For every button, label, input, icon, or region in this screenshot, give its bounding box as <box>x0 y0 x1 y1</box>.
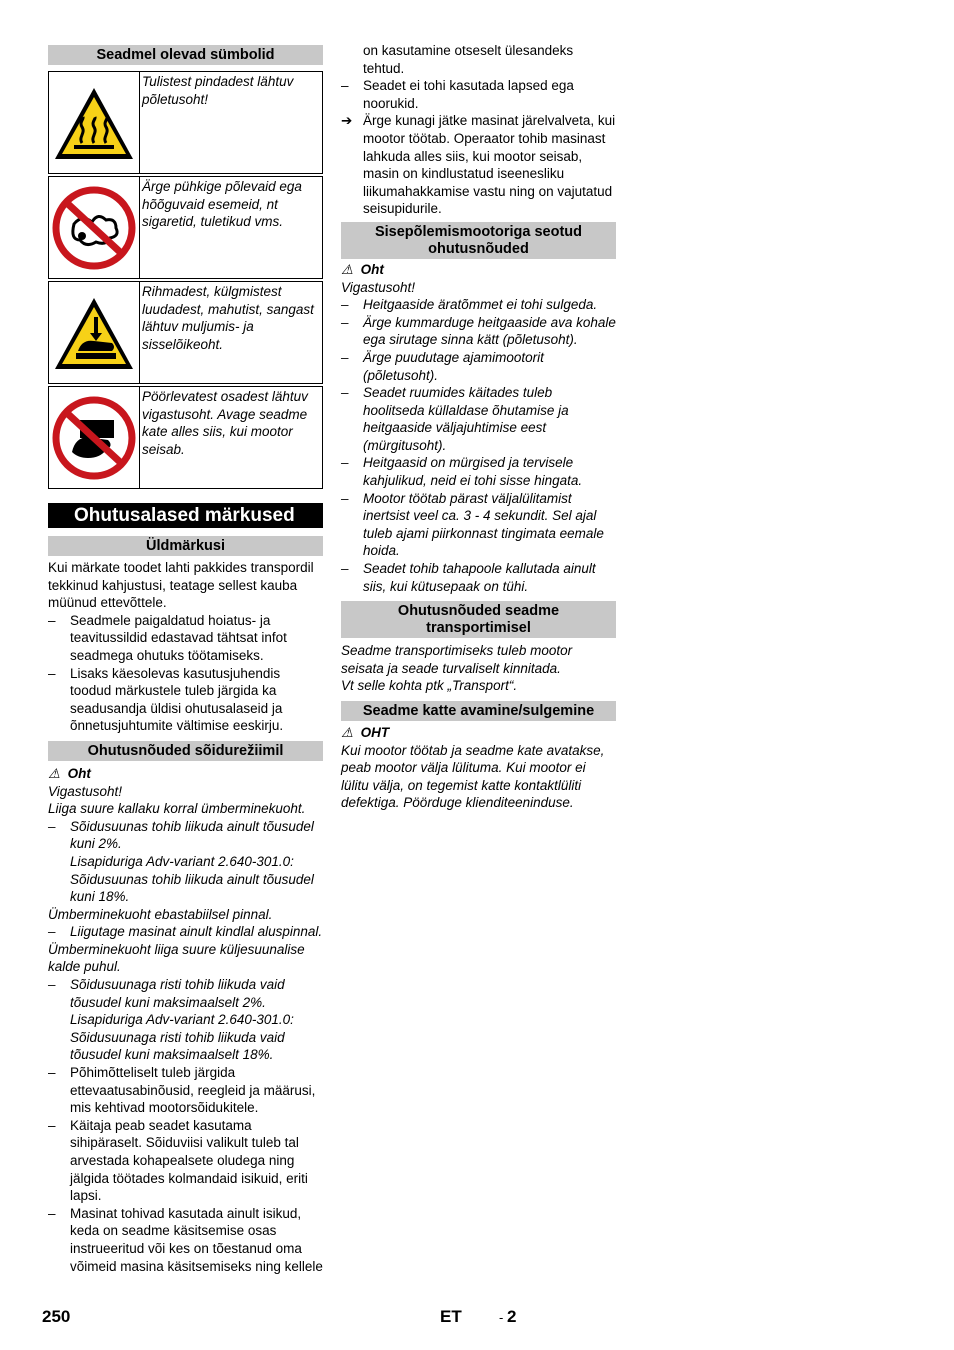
danger-label: ⚠ Oht <box>48 765 91 781</box>
list-item: – Ärge kummarduge heitgaaside ava kohale ega sirutage sinna kätt (põletusoht). <box>341 314 616 348</box>
crush-hazard-warning-icon <box>49 282 140 383</box>
symbol-text: Ärge pühkige põlevaid ega hõõguvaid esemeid, nt sigaretid, tuletikud vms. <box>142 179 302 230</box>
general-paragraph: Kui märkate toodet lahti pakkides transpordil tekkinud kahjustusi, teatage sellest kauba müünud ettevõttele. <box>48 560 314 611</box>
transport-reference: Vt selle kohta ptk „Transport“. <box>341 678 518 694</box>
list-item-extra: Lisapiduriga Adv-variant 2.640-301.0: Sõidusuunas tohib liikuda ainult tõusudel kuni 18%. <box>70 853 314 905</box>
language-code: ET <box>440 1307 462 1326</box>
transport-paragraph: Seadme transportimiseks tuleb mootor seisata ja seade turvaliselt kinnitada. <box>341 643 573 676</box>
symbol-text: Tulistest pindadest lähtuv põletusoht! <box>142 74 294 107</box>
symbol-row <box>48 386 323 489</box>
symbol-row <box>48 176 323 279</box>
right-column <box>341 42 616 812</box>
danger-label: ⚠ OHT <box>341 725 390 740</box>
hot-surface-warning-icon <box>49 72 140 173</box>
danger-subtitle: Vigastusoht! <box>48 783 123 799</box>
list-item: – Masinat tohivad kasutada ainult isikud, keda on seadme käsitsemise osas instrueeritud või kes on tõestanud oma võimeid masina käsitsemiseks ning kellele <box>48 1205 323 1274</box>
section-number: 2 <box>507 1307 517 1326</box>
danger-label: ⚠ Oht <box>341 261 384 277</box>
no-cleaning-burning-objects-icon <box>49 177 140 278</box>
list-item: – Seadmele paigaldatud hoiatus- ja teavitussildid edastavad tähtsat infot seadmega ohutuks töötamiseks. <box>48 612 287 663</box>
cover-heading: Seadme katte avamine/sulgemine <box>341 701 616 721</box>
list-item: – Lisaks käesolevas kasutusjuhendis toodud märkustele tuleb järgida ka seadusandja üldisi ohutusalaseid ja õnnetusjuhtumite vältimise eeskirju. <box>48 665 284 734</box>
list-item: – Sõidusuunaga risti tohib liikuda vaid tõusudel kuni maksimaalselt 2%. <box>48 977 285 1010</box>
list-item: – Seadet tohib tahapoole kallutada ainult siis, kui kütusepaak on tühi. <box>341 561 596 594</box>
cover-paragraph: Kui mootor töötab ja seadme kate avatakse, peab mootor välja lülituma. Kui mootor ei lülitu välja, on tegemist katte kontaktlüliti defektiga. Pöörduge klienditeeninduse. <box>341 742 605 811</box>
safety-title: Ohutusalased märkused <box>48 503 323 528</box>
list-item: – Seadet ruumides käitades tuleb hoolitseda küllaldase õhutamise ja heitgaaside väljajuhtimise eest (mürgitusoht). <box>341 385 569 453</box>
transport-heading: Ohutusnõuded seadme transportimisel <box>341 601 616 638</box>
warning-icon: ⚠ <box>341 725 354 740</box>
symbols-heading: Seadmel olevad sümbolid <box>48 45 323 65</box>
arrow-icon: ➔ <box>341 113 353 129</box>
list-item: – Sõidusuunas tohib liikuda ainult tõusudel kuni 2%. <box>48 818 314 852</box>
left-column <box>48 42 323 1275</box>
list-item: – Mootor töötab pärast väljalülitamist inertsist veel ca. 3 - 4 sekundit. Sel ajal tuleb ajami piirkonnast tingimata eemale hoida. <box>341 490 604 559</box>
symbol-row <box>48 281 323 384</box>
symbol-row <box>48 71 323 174</box>
list-item: – Ärge puudutage ajamimootorit (põletusoht). <box>341 349 544 383</box>
risk-text: Ümberminekuoht liiga suure küljesuunalise kalde puhul. <box>48 941 305 975</box>
engine-heading: Sisepõlemismootoriga seotud ohutusnõuded <box>341 222 616 259</box>
symbol-text: Rihmadest, külgmistest luudadest, mahutist, sangast lähtuv muljumis- ja sisselõikeoht. <box>142 284 314 352</box>
danger-subtitle: Vigastusoht! <box>341 279 416 295</box>
list-item: – Heitgaasid on mürgised ja tervisele kahjulikud, neid ei tohi sisse hingata. <box>341 455 583 489</box>
list-item: – Liigutage masinat ainult kindlal aluspinnal. <box>48 924 323 940</box>
list-item: – Käitaja peab seadet kasutama sihipäraselt. Sõiduviisi valikult tuleb tal arvestada kohapealsete oludega ning jälgida töötades kolmandaid isikuid, eriti lapsi. <box>48 1117 308 1204</box>
list-item: – Põhimõtteliselt tuleb järgida ettevaatusabinõusid, reegleid ja määrusi, mis kehtivad mootorsõidukitele. <box>48 1065 316 1116</box>
list-item: ➔ Ärge kunagi jätke masinat järelvalveta, kui mootor töötab. Operaator tohib masinast lahkuda alles siis, kui mootor seisab, masin on kindlustatud iseenesliku liikumahakkamise vastu ning on vajutatud seisupidurile. <box>341 113 616 217</box>
footer-separator: - <box>499 1310 504 1325</box>
warning-icon: ⚠ <box>48 765 61 781</box>
general-heading: Üldmärkusi <box>48 536 323 556</box>
symbol-text: Pöörlevatest osadest lähtuv vigastusoht. Avage seadme kate alles siis, kui mootor seisab. <box>142 389 308 457</box>
driving-heading: Ohutusnõuded sõidurežiimil <box>48 741 323 761</box>
risk-text: Liiga suure kallaku korral ümberminekuoht. <box>48 801 306 817</box>
continuation-text: on kasutamine otseselt ülesandeks tehtud. <box>363 43 574 76</box>
warning-icon: ⚠ <box>341 261 354 277</box>
list-item: – Heitgaaside äratõmmet ei tohi sulgeda. <box>341 297 598 313</box>
no-reach-rotating-parts-icon <box>49 387 140 488</box>
page-number: 250 <box>42 1307 71 1326</box>
risk-text: Ümberminekuoht ebastabiilsel pinnal. <box>48 906 273 922</box>
list-item: – Seadet ei tohi kasutada lapsed ega noorukid. <box>341 78 574 111</box>
list-item-extra: Lisapiduriga Adv-variant 2.640-301.0: Sõidusuunaga risti tohib liikuda vaid tõusudel kuni maksimaalselt 18%. <box>70 1012 294 1063</box>
